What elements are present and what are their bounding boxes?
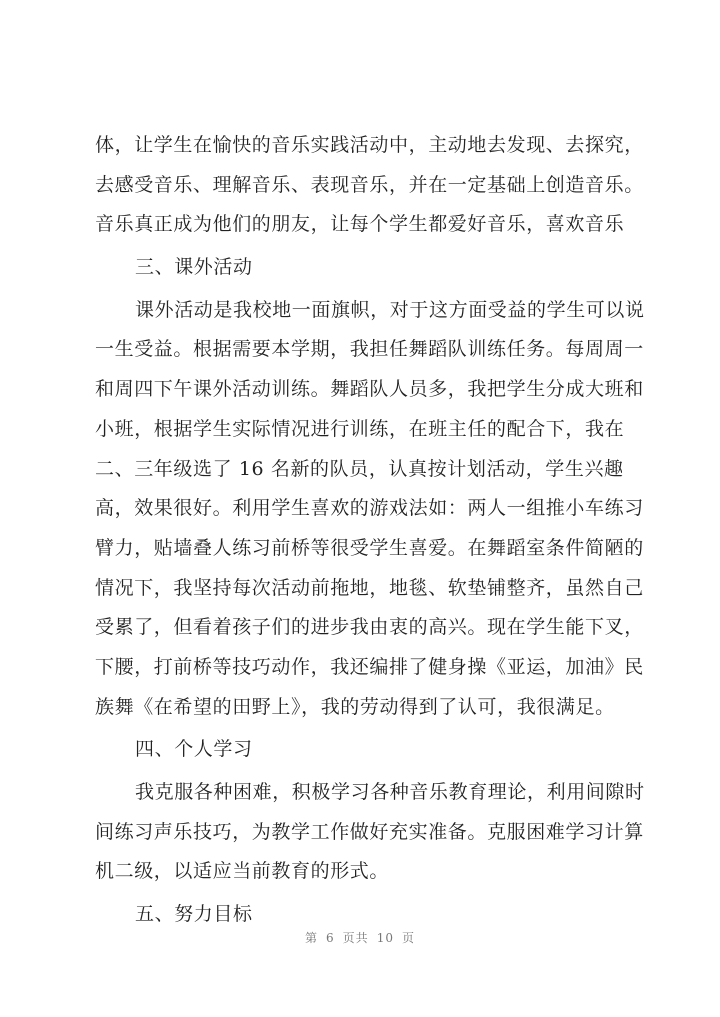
page-footer	[0, 929, 720, 946]
paragraph-line: 高，效果很好。利用学生喜欢的游戏法如：两人一组推小车练习	[95, 497, 644, 520]
paragraph-line: 课外活动是我校地一面旗帜，对于这方面受益的学生可以说	[135, 298, 645, 321]
paragraph-line: 下腰，打前桥等技巧动作，我还编排了健身操《亚运，加油》民	[95, 655, 644, 678]
paragraph-line: 我克服各种困难，积极学习各种音乐教育理论，利用间隙时	[135, 781, 645, 803]
paragraph-line: 情况下，我坚持每次活动前拖地，地毯、软垫铺整齐，虽然自己	[95, 576, 644, 599]
paragraph-line: 和周四下午课外活动训练。舞蹈队人员多，我把学生分成大班和	[95, 378, 644, 401]
paragraph-line: 音乐真正成为他们的朋友，让每个学生都爱好音乐，喜欢音乐	[95, 213, 625, 236]
paragraph-line: 族舞《在希望的田野上》，我的劳动得到了认可，我很满足。	[95, 695, 615, 718]
page-label-prefix: 第	[305, 931, 319, 945]
section-heading-personal-study: 四、个人学习	[135, 738, 253, 761]
paragraph-line: 去感受音乐、理解音乐、表现音乐，并在一定基础上创造音乐。	[95, 173, 644, 196]
paragraph-line: 二、三年级选了 16 名新的队员，认真按计划活动，学生兴趣	[95, 457, 624, 480]
paragraph-line: 小班，根据学生实际情况进行训练，在班主任的配合下，我在	[95, 417, 625, 440]
paragraph-line: 臂力，贴墙叠人练习前桥等很受学生喜爱。在舞蹈室条件简陋的	[95, 536, 644, 559]
paragraph-line: 机二级，以适应当前教育的形式。	[95, 860, 390, 883]
paragraph-line: 受累了，但看着孩子们的进步我由衷的高兴。现在学生能下叉，	[95, 616, 644, 639]
paragraph-line: 一生受益。根据需要本学期，我担任舞蹈队训练任务。每周周一	[95, 338, 644, 361]
page-label-mid: 页共	[342, 931, 369, 945]
page-number: 6	[326, 931, 335, 945]
total-pages: 10	[376, 931, 394, 945]
page-label-suffix: 页	[401, 931, 415, 945]
section-heading-extracurricular: 三、课外活动	[135, 256, 253, 279]
paragraph-line: 体，让学生在愉快的音乐实践活动中，主动地去发现、去探究，	[95, 134, 644, 156]
document-body	[95, 126, 645, 935]
paragraph-line: 间练习声乐技巧，为教学工作做好充实准备。克服困难学习计算	[95, 820, 644, 843]
section-heading-goals: 五、努力目标	[135, 903, 253, 926]
